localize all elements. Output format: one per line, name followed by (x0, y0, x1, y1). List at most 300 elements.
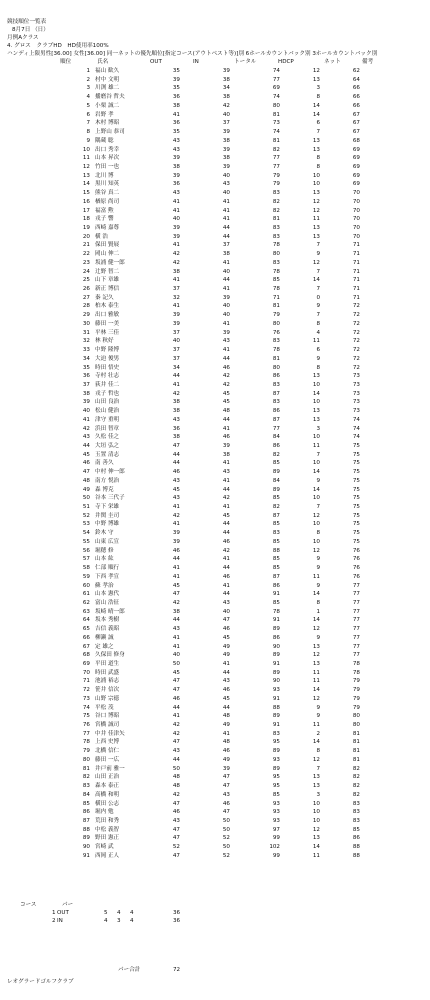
rank-cell: 74 (82, 704, 90, 711)
net-cell: 70 (352, 198, 360, 205)
net-cell: 72 (352, 312, 360, 319)
total-cell: 91 (272, 617, 280, 624)
table-row (0, 242, 430, 249)
in-cell: 38 (222, 451, 230, 458)
name-cell: 山本 紘 (95, 556, 114, 563)
name-cell: 柏木 泰生 (95, 303, 120, 310)
name-cell: 松山 健治 (95, 408, 120, 415)
hdcp-cell: 11 (312, 573, 320, 580)
total-cell: 85 (272, 495, 280, 502)
in-cell: 41 (222, 347, 230, 353)
name-cell: 時田 武盛 (95, 669, 120, 676)
out-cell: 39 (172, 538, 180, 545)
in-cell: 49 (222, 756, 230, 763)
hdcp-cell: 12 (312, 512, 320, 519)
rank-cell: 68 (82, 652, 90, 659)
out-cell: 37 (172, 286, 180, 292)
name-cell: 竹田 一也 (95, 163, 120, 170)
rank-cell: 29 (82, 312, 90, 319)
net-cell: 66 (352, 85, 360, 92)
total-cell: 93 (272, 687, 280, 694)
in-cell: 39 (222, 68, 230, 74)
rank-cell: 51 (82, 504, 90, 510)
hdcp-cell: 12 (312, 826, 320, 833)
rank-cell: 27 (82, 294, 90, 301)
table-row (0, 452, 430, 459)
rank-cell: 24 (82, 268, 90, 275)
name-cell: 戎子 響 (95, 216, 114, 223)
out-cell: 47 (172, 826, 180, 833)
hdcp-cell: 7 (316, 286, 320, 292)
hdcp-cell: 14 (312, 617, 320, 624)
net-cell: 81 (352, 730, 360, 737)
hdcp-cell: 13 (312, 76, 320, 83)
table-row (0, 809, 430, 816)
total-cell: 77 (272, 155, 280, 162)
name-cell: 秦 記久 (95, 294, 114, 301)
total-cell: 79 (272, 312, 280, 319)
total-cell: 84 (272, 434, 280, 441)
out-cell: 43 (172, 416, 180, 423)
total-cell: 79 (272, 181, 280, 188)
out-cell: 47 (172, 739, 180, 746)
table-row (0, 565, 430, 572)
in-cell: 41 (222, 259, 230, 266)
rank-cell: 11 (82, 155, 90, 162)
net-cell: 76 (352, 573, 360, 580)
rank-cell: 71 (82, 678, 90, 685)
in-cell: 46 (222, 364, 230, 371)
in-cell: 44 (222, 530, 230, 537)
out-cell: 47 (172, 678, 180, 685)
total-cell: 83 (272, 381, 280, 388)
hdcp-cell: 7 (316, 312, 320, 319)
rank-cell: 57 (82, 556, 90, 563)
in-cell: 43 (222, 181, 230, 188)
rank-cell: 30 (82, 320, 90, 327)
total-cell: 95 (272, 783, 280, 789)
out-cell: 39 (172, 320, 180, 327)
total-cell: 97 (272, 826, 280, 833)
out-cell: 42 (172, 390, 180, 397)
net-cell: 79 (352, 704, 360, 711)
hdcp-cell: 13 (312, 146, 320, 153)
total-cell: 85 (272, 599, 280, 606)
rank-cell: 65 (82, 626, 90, 633)
hdcp-cell: 13 (312, 408, 320, 415)
table-row (0, 635, 430, 642)
name-cell: 山野 宗徳 (95, 695, 120, 702)
total-cell: 89 (272, 669, 280, 676)
total-cell: 83 (272, 530, 280, 537)
total-cell: 93 (272, 756, 280, 763)
name-cell: 坂崎 晴一郎 (95, 608, 125, 615)
total-cell: 74 (272, 68, 280, 74)
total-cell: 85 (272, 791, 280, 798)
net-cell: 75 (352, 460, 360, 467)
in-cell: 41 (222, 661, 230, 667)
net-cell: 69 (352, 146, 360, 153)
in-cell: 44 (222, 277, 230, 284)
in-cell: 52 (222, 852, 230, 859)
table-row (0, 77, 430, 84)
rank-cell: 52 (82, 512, 90, 519)
total-cell: 85 (272, 538, 280, 545)
name-cell: 山本 憲代 (95, 591, 120, 598)
net-cell: 88 (352, 844, 360, 851)
total-cell: 80 (272, 364, 280, 371)
rank-cell: 25 (82, 277, 90, 284)
in-cell: 43 (222, 791, 230, 798)
hdcp-cell: 12 (312, 198, 320, 205)
in-cell: 38 (222, 137, 230, 144)
rank-cell: 28 (82, 303, 90, 310)
out-cell: 41 (172, 643, 180, 650)
rank-cell: 31 (82, 329, 90, 336)
header-out: OUT (150, 59, 162, 65)
table-row (0, 208, 430, 215)
net-cell: 83 (352, 800, 360, 807)
net-cell: 83 (352, 817, 360, 824)
table-row (0, 792, 430, 799)
total-cell: 86 (272, 443, 280, 449)
name-cell: 中野 博雄 (95, 521, 120, 528)
rank-cell: 20 (82, 233, 90, 240)
net-cell: 75 (352, 530, 360, 537)
in-cell: 39 (222, 129, 230, 135)
out-cell: 47 (172, 443, 180, 449)
table-row (0, 68, 430, 75)
total-cell: 82 (272, 146, 280, 153)
total-cell: 81 (272, 216, 280, 223)
net-cell: 81 (352, 748, 360, 755)
total-cell: 89 (272, 469, 280, 476)
rank-cell: 85 (82, 800, 90, 807)
name-cell: 木村 博昭 (95, 120, 120, 127)
name-cell: 戎子 哲也 (95, 390, 120, 397)
net-cell: 66 (352, 94, 360, 101)
hdcp-cell: 7 (316, 268, 320, 275)
course-name: OUT (57, 910, 69, 916)
total-cell: 86 (272, 582, 280, 589)
table-row (0, 478, 430, 485)
out-cell: 46 (172, 809, 180, 816)
total-cell: 80 (272, 102, 280, 109)
name-cell: 野田 憲正 (95, 835, 120, 842)
net-cell: 69 (352, 181, 360, 188)
total-cell: 91 (272, 661, 280, 667)
name-cell: 西崎 嘉尊 (95, 225, 120, 231)
hdcp-cell: 7 (316, 765, 320, 772)
net-cell: 77 (352, 652, 360, 659)
hdcp-cell: 3 (316, 425, 320, 432)
name-cell: 井関 圭司 (95, 512, 120, 519)
in-cell: 39 (222, 163, 230, 170)
in-cell: 42 (222, 495, 230, 502)
table-row (0, 434, 430, 441)
in-cell: 44 (222, 591, 230, 598)
in-cell: 42 (222, 102, 230, 109)
hdcp-cell: 7 (316, 242, 320, 249)
rank-cell: 3 (86, 85, 90, 92)
in-cell: 41 (222, 425, 230, 432)
table-row (0, 513, 430, 520)
net-cell: 81 (352, 739, 360, 746)
rank-cell: 84 (82, 791, 90, 798)
total-cell: 93 (272, 817, 280, 824)
name-cell: 下西 孝宣 (95, 573, 120, 580)
out-cell: 46 (172, 547, 180, 554)
net-cell: 77 (352, 617, 360, 624)
rank-cell: 82 (82, 774, 90, 781)
out-cell: 42 (172, 791, 180, 798)
total-cell: 69 (272, 85, 280, 92)
name-cell: 楢原 尚司 (95, 198, 120, 205)
net-cell: 77 (352, 591, 360, 598)
in-cell: 41 (222, 207, 230, 214)
out-cell: 39 (172, 530, 180, 537)
total-cell: 91 (272, 695, 280, 702)
table-row (0, 321, 430, 328)
hdcp-cell: 14 (312, 844, 320, 851)
course-par-b: 3 (117, 918, 121, 924)
name-cell: 堀内 勉 (95, 809, 114, 816)
in-cell: 43 (222, 599, 230, 606)
out-cell: 42 (172, 251, 180, 258)
hdcp-cell: 10 (312, 538, 320, 545)
in-cell: 48 (222, 408, 230, 415)
table-row (0, 748, 430, 755)
hdcp-cell: 11 (312, 852, 320, 859)
net-cell: 72 (352, 320, 360, 327)
out-cell: 50 (172, 765, 180, 772)
name-cell: 大迫 俊男 (95, 355, 120, 362)
hdcp-cell: 14 (312, 111, 320, 118)
total-cell: 78 (272, 347, 280, 353)
rank-cell: 54 (82, 530, 90, 537)
in-cell: 41 (222, 320, 230, 327)
table-row (0, 661, 430, 668)
hdcp-cell: 13 (312, 416, 320, 423)
net-cell: 71 (352, 251, 360, 258)
name-cell: 新正 博信 (95, 286, 120, 292)
rank-cell: 39 (82, 399, 90, 406)
name-cell: 谷口 博昭 (95, 713, 120, 720)
total-cell: 85 (272, 460, 280, 467)
in-cell: 44 (222, 486, 230, 493)
in-cell: 44 (222, 565, 230, 571)
rank-cell: 72 (82, 687, 90, 694)
rank-cell: 16 (82, 198, 90, 205)
table-row (0, 312, 430, 319)
rank-cell: 64 (82, 617, 90, 624)
par-total: 72 (173, 967, 181, 973)
total-cell: 77 (272, 76, 280, 83)
name-cell: 寺下 栄雄 (95, 504, 120, 510)
table-row (0, 583, 430, 590)
hdcp-cell: 9 (316, 634, 320, 641)
total-cell: 81 (272, 355, 280, 362)
hdcp-cell: 14 (312, 277, 320, 284)
rank-cell: 14 (82, 181, 90, 188)
course-label: コース (20, 902, 37, 908)
net-cell: 83 (352, 809, 360, 816)
club-name: レオグラードゴルフクラブ (7, 979, 74, 985)
rank-cell: 56 (82, 547, 90, 554)
in-cell: 40 (222, 608, 230, 615)
in-cell: 41 (222, 556, 230, 563)
net-cell: 64 (352, 76, 360, 83)
out-cell: 37 (172, 347, 180, 353)
name-cell: 山東 広宣 (95, 538, 120, 545)
total-cell: 89 (272, 626, 280, 633)
name-cell: 山田 良治 (95, 399, 120, 406)
net-cell: 71 (352, 259, 360, 266)
total-cell: 85 (272, 521, 280, 528)
rank-cell: 6 (86, 111, 90, 118)
hdcp-cell: 13 (312, 225, 320, 231)
out-cell: 42 (172, 722, 180, 728)
in-cell: 52 (222, 835, 230, 842)
table-row (0, 801, 430, 808)
net-cell: 77 (352, 634, 360, 641)
hdcp-cell: 10 (312, 181, 320, 188)
name-cell: 岩野 孝 (95, 111, 114, 118)
hdcp-cell: 7 (316, 129, 320, 135)
in-cell: 40 (222, 172, 230, 179)
hdcp-cell: 9 (316, 713, 320, 720)
table-row (0, 373, 430, 380)
name-cell: 平林 三佳 (95, 329, 120, 336)
hdcp-cell: 12 (312, 547, 320, 554)
out-cell: 38 (172, 268, 180, 275)
net-cell: 73 (352, 399, 360, 406)
name-cell: 藤田 一美 (95, 320, 120, 327)
net-cell: 72 (352, 338, 360, 345)
table-row (0, 705, 430, 712)
rank-cell: 87 (82, 817, 90, 824)
table-row (0, 844, 430, 851)
net-cell: 75 (352, 521, 360, 528)
in-cell: 41 (222, 582, 230, 589)
net-cell: 70 (352, 225, 360, 231)
table-row (0, 103, 430, 110)
total-cell: 82 (272, 504, 280, 510)
hdcp-cell: 8 (316, 320, 320, 327)
total-cell: 78 (272, 608, 280, 615)
net-cell: 76 (352, 556, 360, 563)
hdcp-cell: 1 (316, 608, 320, 615)
hdcp-cell: 12 (312, 207, 320, 214)
out-cell: 38 (172, 408, 180, 415)
in-cell: 41 (222, 216, 230, 223)
hdcp-cell: 9 (316, 355, 320, 362)
table-row (0, 85, 430, 92)
hdcp-cell: 8 (316, 364, 320, 371)
name-cell: 北橋 信仁 (95, 748, 120, 755)
out-cell: 42 (172, 730, 180, 737)
in-cell: 46 (222, 434, 230, 441)
in-cell: 40 (222, 303, 230, 310)
hdcp-cell: 13 (312, 774, 320, 781)
in-cell: 38 (222, 76, 230, 83)
course-par-c: 4 (130, 910, 134, 916)
out-cell: 48 (172, 774, 180, 781)
table-row (0, 609, 430, 616)
hdcp-cell: 9 (316, 565, 320, 571)
net-cell: 69 (352, 155, 360, 162)
rank-cell: 46 (82, 460, 90, 467)
total-cell: 83 (272, 190, 280, 197)
header-hdcp: HDCP (278, 59, 294, 65)
net-cell: 74 (352, 434, 360, 441)
total-cell: 89 (272, 765, 280, 772)
table-row (0, 827, 430, 834)
hdcp-cell: 11 (312, 678, 320, 685)
name-cell: 鈴木 守 (95, 530, 114, 537)
name-cell: 南方 悦治 (95, 477, 120, 484)
in-cell: 45 (222, 634, 230, 641)
table-row (0, 356, 430, 363)
event-name: 月例Aクラス (7, 35, 39, 41)
out-cell: 50 (172, 661, 180, 667)
table-row (0, 574, 430, 581)
table-row (0, 408, 430, 415)
out-cell: 39 (172, 172, 180, 179)
in-cell: 49 (222, 643, 230, 650)
name-cell: 上西 史博 (95, 739, 120, 746)
in-cell: 41 (222, 477, 230, 484)
net-cell: 72 (352, 347, 360, 353)
rank-cell: 83 (82, 783, 90, 789)
in-cell: 42 (222, 381, 230, 388)
table-row (0, 670, 430, 677)
in-cell: 41 (222, 198, 230, 205)
total-cell: 87 (272, 573, 280, 580)
rank-cell: 77 (82, 730, 90, 737)
net-cell: 70 (352, 233, 360, 240)
table-row (0, 617, 430, 624)
table-row (0, 199, 430, 206)
net-cell: 69 (352, 163, 360, 170)
in-cell: 47 (222, 809, 230, 816)
rank-cell: 86 (82, 809, 90, 816)
in-cell: 46 (222, 687, 230, 694)
out-cell: 38 (172, 434, 180, 441)
in-cell: 47 (222, 783, 230, 789)
hdcp-cell: 7 (316, 451, 320, 458)
total-cell: 85 (272, 556, 280, 563)
total-cell: 83 (272, 225, 280, 231)
hdcp-cell: 13 (312, 643, 320, 650)
hdcp-cell: 10 (312, 460, 320, 467)
table-row (0, 365, 430, 372)
rank-cell: 58 (82, 565, 90, 571)
net-cell: 68 (352, 137, 360, 144)
table-row (0, 190, 430, 197)
hdcp-cell: 8 (316, 599, 320, 606)
hdcp-cell: 9 (316, 477, 320, 484)
in-cell: 39 (222, 329, 230, 336)
name-cell: 玉置 清志 (95, 451, 120, 458)
out-cell: 44 (172, 704, 180, 711)
table-header (0, 59, 430, 66)
in-cell: 41 (222, 460, 230, 467)
total-cell: 83 (272, 399, 280, 406)
table-row (0, 548, 430, 555)
hdcp-cell: 3 (316, 791, 320, 798)
total-cell: 85 (272, 277, 280, 284)
